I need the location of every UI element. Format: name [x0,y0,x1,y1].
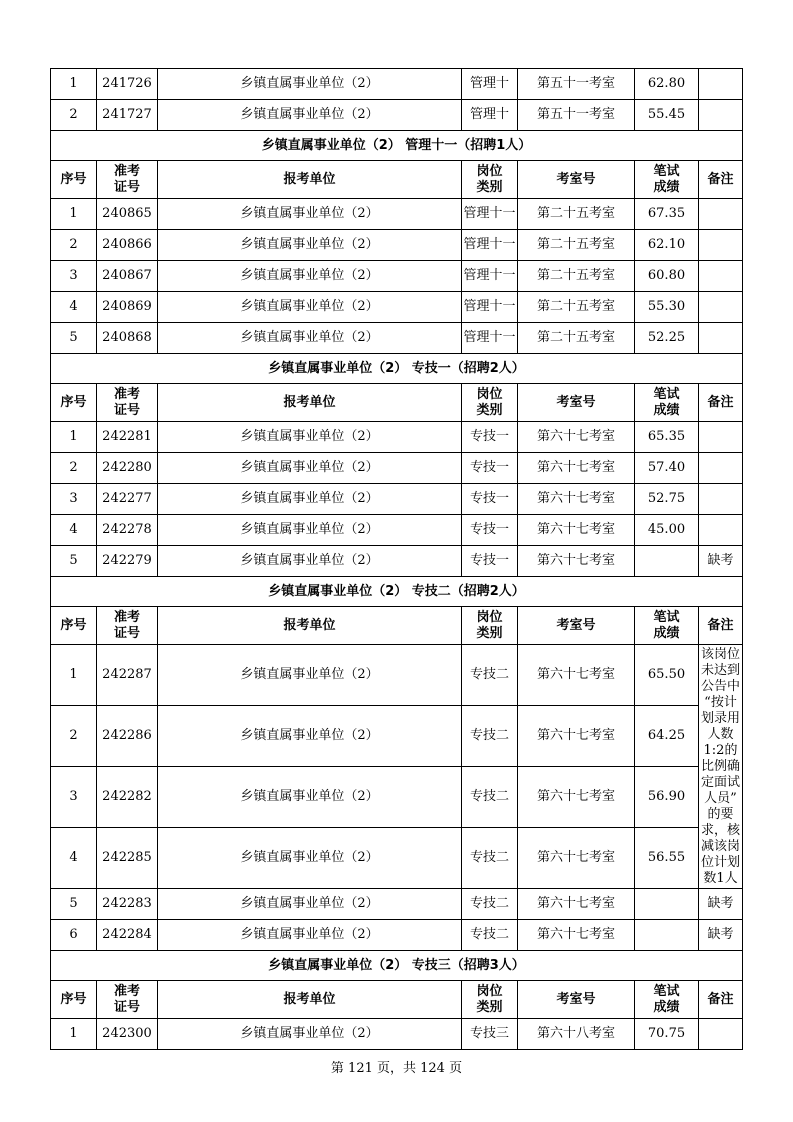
cell-note [699,199,743,230]
cell-seq: 1 [51,69,97,100]
header-ticket [97,607,158,645]
cell-position: 专技三 [462,1019,518,1050]
cell-ticket: 242300 [97,1019,158,1050]
header-score [635,607,699,645]
cell-seq: 2 [51,706,97,767]
section-title: 乡镇直属事业单位（2） 管理十一（招聘1人） [51,131,743,161]
header-unit [158,161,462,199]
header-row [51,384,743,422]
cell-ticket: 240868 [97,323,158,354]
header-unit-line: 报考单位 [283,617,336,633]
header-ticket [97,981,158,1019]
cell-position: 专技二 [462,706,518,767]
cell-note: 缺考 [699,889,743,920]
header-seq-line: 序号 [60,171,87,187]
cell-room: 第六十七考室 [518,453,635,484]
header-position-line: 类别 [476,402,503,418]
note-line: 数1人 [703,870,738,886]
table-row [51,706,743,767]
cell-score [635,546,699,577]
header-score-line: 笔试 [653,386,680,402]
cell-ticket: 242278 [97,515,158,546]
cell-room: 第六十八考室 [518,1019,635,1050]
cell-ticket: 242284 [97,920,158,951]
cell-seq: 5 [51,323,97,354]
section-title-row [51,951,743,981]
header-ticket-line: 证号 [113,625,140,641]
cell-unit: 乡镇直属事业单位（2） [158,828,462,889]
table-row [51,230,743,261]
cell-seq: 3 [51,261,97,292]
cell-unit: 乡镇直属事业单位（2） [158,100,462,131]
header-unit [158,607,462,645]
cell-position: 管理十一 [462,199,518,230]
cell-score: 56.90 [635,767,699,828]
cell-note [699,69,743,100]
section-title-row [51,131,743,161]
section-title-row [51,577,743,607]
table-row [51,920,743,951]
cell-score: 55.45 [635,100,699,131]
header-ticket-line: 证号 [113,402,140,418]
cell-note [699,515,743,546]
cell-unit: 乡镇直属事业单位（2） [158,484,462,515]
cell-score: 64.25 [635,706,699,767]
header-unit-line: 报考单位 [283,171,336,187]
cell-unit: 乡镇直属事业单位（2） [158,292,462,323]
note-line: 公告中 [700,678,740,694]
header-ticket [97,384,158,422]
header-position-line: 类别 [476,999,503,1015]
table-row [51,292,743,323]
cell-note: 缺考 [699,920,743,951]
table-row [51,453,743,484]
cell-room: 第六十七考室 [518,645,635,706]
cell-seq: 1 [51,1019,97,1050]
cell-ticket: 240869 [97,292,158,323]
cell-seq: 2 [51,230,97,261]
cell-note [699,1019,743,1050]
note-line: 人数 [707,726,734,742]
cell-room: 第六十七考室 [518,767,635,828]
cell-ticket: 241726 [97,69,158,100]
cell-unit: 乡镇直属事业单位（2） [158,920,462,951]
cell-position: 管理十 [462,69,518,100]
page-footer: 第 121 页，共 124 页 [330,1061,463,1076]
cell-note-merged [699,645,743,889]
cell-room: 第六十七考室 [518,889,635,920]
header-ticket-line: 证号 [113,179,140,195]
cell-ticket: 242285 [97,828,158,889]
header-seq-line: 序号 [60,991,87,1007]
cell-ticket: 242287 [97,645,158,706]
header-seq [51,161,97,199]
cell-note [699,323,743,354]
cell-position: 管理十一 [462,292,518,323]
cell-score: 70.75 [635,1019,699,1050]
table-row [51,323,743,354]
cell-seq: 1 [51,645,97,706]
table-row [51,261,743,292]
cell-seq: 6 [51,920,97,951]
header-room-line: 考室号 [556,991,596,1007]
section-title: 乡镇直属事业单位（2） 专技三（招聘3人） [51,951,743,981]
cell-seq: 2 [51,100,97,131]
header-unit-line: 报考单位 [283,394,336,410]
cell-room: 第五十一考室 [518,100,635,131]
cell-position: 管理十 [462,100,518,131]
header-room [518,161,635,199]
header-score-line: 笔试 [653,609,680,625]
section-title: 乡镇直属事业单位（2） 专技二（招聘2人） [51,577,743,607]
header-position-line: 岗位 [476,163,503,179]
cell-ticket: 242280 [97,453,158,484]
table-row [51,767,743,828]
table-row [51,515,743,546]
header-seq [51,981,97,1019]
cell-position: 专技二 [462,828,518,889]
header-ticket-line: 准考 [113,163,140,179]
cell-ticket: 242282 [97,767,158,828]
header-room-line: 考室号 [556,171,596,187]
cell-score [635,920,699,951]
cell-position: 管理十一 [462,261,518,292]
cell-room: 第二十五考室 [518,261,635,292]
cell-unit: 乡镇直属事业单位（2） [158,422,462,453]
header-ticket-line: 准考 [113,983,140,999]
cell-note [699,230,743,261]
cell-seq: 1 [51,199,97,230]
cell-score: 67.35 [635,199,699,230]
header-position [462,607,518,645]
header-position-line: 岗位 [476,609,503,625]
note-line: 该岗位 [700,646,740,662]
header-seq-line: 序号 [60,394,87,410]
cell-seq: 2 [51,453,97,484]
note-line: “按计 [704,694,737,710]
header-room-line: 考室号 [556,617,596,633]
cell-room: 第六十七考室 [518,422,635,453]
header-room [518,607,635,645]
cell-seq: 1 [51,422,97,453]
cell-seq: 3 [51,767,97,828]
header-score-line: 成绩 [653,179,680,195]
cell-room: 第六十七考室 [518,546,635,577]
table-row [51,100,743,131]
cell-score: 56.55 [635,828,699,889]
header-position [462,161,518,199]
cell-room: 第二十五考室 [518,230,635,261]
header-ticket-line: 准考 [113,386,140,402]
cell-ticket: 242283 [97,889,158,920]
cell-position: 管理十一 [462,230,518,261]
cell-score: 62.10 [635,230,699,261]
cell-ticket: 242286 [97,706,158,767]
cell-ticket: 240867 [97,261,158,292]
header-note-line: 备注 [707,394,734,410]
cell-position: 专技一 [462,546,518,577]
cell-room: 第六十七考室 [518,828,635,889]
cell-position: 专技一 [462,484,518,515]
section-title: 乡镇直属事业单位（2） 专技一（招聘2人） [51,354,743,384]
header-row [51,607,743,645]
table-row [51,546,743,577]
cell-score: 57.40 [635,453,699,484]
header-row [51,161,743,199]
results-table [50,68,743,1050]
cell-position: 专技二 [462,767,518,828]
cell-unit: 乡镇直属事业单位（2） [158,453,462,484]
cell-note [699,453,743,484]
header-unit [158,981,462,1019]
cell-room: 第二十五考室 [518,199,635,230]
cell-ticket: 242279 [97,546,158,577]
cell-position: 专技一 [462,515,518,546]
cell-note [699,484,743,515]
header-position [462,981,518,1019]
cell-ticket: 242277 [97,484,158,515]
header-note [699,384,743,422]
note-line: 的要 [707,806,734,822]
cell-seq: 3 [51,484,97,515]
cell-note: 缺考 [699,546,743,577]
cell-seq: 4 [51,515,97,546]
header-position-line: 类别 [476,625,503,641]
header-room [518,384,635,422]
cell-position: 专技二 [462,889,518,920]
header-position-line: 岗位 [476,386,503,402]
header-position-line: 类别 [476,179,503,195]
cell-score: 52.25 [635,323,699,354]
cell-ticket: 241727 [97,100,158,131]
cell-seq: 4 [51,828,97,889]
header-ticket-line: 准考 [113,609,140,625]
header-note-line: 备注 [707,991,734,1007]
cell-unit: 乡镇直属事业单位（2） [158,546,462,577]
note-line: 减该岗 [700,838,740,854]
cell-unit: 乡镇直属事业单位（2） [158,515,462,546]
note-line: 求，核 [700,822,740,838]
header-score-line: 成绩 [653,625,680,641]
cell-unit: 乡镇直属事业单位（2） [158,323,462,354]
cell-unit: 乡镇直属事业单位（2） [158,889,462,920]
cell-unit: 乡镇直属事业单位（2） [158,1019,462,1050]
cell-note [699,422,743,453]
cell-ticket: 240865 [97,199,158,230]
cell-position: 专技二 [462,920,518,951]
note-line: 人员” [704,790,737,806]
header-score-line: 笔试 [653,983,680,999]
table-row [51,828,743,889]
cell-note [699,100,743,131]
header-unit [158,384,462,422]
cell-seq: 4 [51,292,97,323]
header-room [518,981,635,1019]
cell-position: 管理十一 [462,323,518,354]
cell-position: 专技一 [462,453,518,484]
note-line: 1:2的 [703,742,738,758]
header-ticket-line: 证号 [113,999,140,1015]
table-row [51,199,743,230]
note-line: 位计划 [700,854,740,870]
cell-seq: 5 [51,889,97,920]
header-score [635,384,699,422]
header-note [699,607,743,645]
cell-room: 第二十五考室 [518,323,635,354]
cell-unit: 乡镇直属事业单位（2） [158,261,462,292]
cell-score: 60.80 [635,261,699,292]
header-score-line: 成绩 [653,999,680,1015]
cell-score: 45.00 [635,515,699,546]
table-row [51,422,743,453]
cell-score: 55.30 [635,292,699,323]
cell-unit: 乡镇直属事业单位（2） [158,199,462,230]
cell-room: 第六十七考室 [518,706,635,767]
cell-room: 第六十七考室 [518,515,635,546]
cell-score: 62.80 [635,69,699,100]
results-table-body [51,69,743,1050]
cell-unit: 乡镇直属事业单位（2） [158,230,462,261]
header-room-line: 考室号 [556,394,596,410]
header-seq [51,607,97,645]
header-note-line: 备注 [707,171,734,187]
note-line: 比例确 [700,758,740,774]
table-row [51,889,743,920]
header-row [51,981,743,1019]
cell-room: 第六十七考室 [518,920,635,951]
cell-position: 专技一 [462,422,518,453]
header-score-line: 成绩 [653,402,680,418]
header-seq-line: 序号 [60,617,87,633]
table-row [51,645,743,706]
cell-ticket: 240866 [97,230,158,261]
note-line: 定面试 [700,774,740,790]
cell-unit: 乡镇直属事业单位（2） [158,706,462,767]
cell-room: 第二十五考室 [518,292,635,323]
header-note [699,161,743,199]
table-row [51,1019,743,1050]
header-seq [51,384,97,422]
header-note [699,981,743,1019]
cell-unit: 乡镇直属事业单位（2） [158,767,462,828]
cell-score [635,889,699,920]
cell-score: 52.75 [635,484,699,515]
header-unit-line: 报考单位 [283,991,336,1007]
cell-score: 65.35 [635,422,699,453]
table-row [51,69,743,100]
header-score [635,981,699,1019]
note-line: 划录用 [700,710,740,726]
header-position-line: 岗位 [476,983,503,999]
cell-note [699,261,743,292]
cell-room: 第六十七考室 [518,484,635,515]
cell-unit: 乡镇直属事业单位（2） [158,645,462,706]
cell-unit: 乡镇直属事业单位（2） [158,69,462,100]
cell-position: 专技二 [462,645,518,706]
header-note-line: 备注 [707,617,734,633]
cell-ticket: 242281 [97,422,158,453]
header-position [462,384,518,422]
note-line: 未达到 [700,662,740,678]
header-score [635,161,699,199]
header-ticket [97,161,158,199]
cell-seq: 5 [51,546,97,577]
cell-note [699,292,743,323]
header-score-line: 笔试 [653,163,680,179]
cell-score: 65.50 [635,645,699,706]
table-row [51,484,743,515]
section-title-row [51,354,743,384]
cell-room: 第五十一考室 [518,69,635,100]
